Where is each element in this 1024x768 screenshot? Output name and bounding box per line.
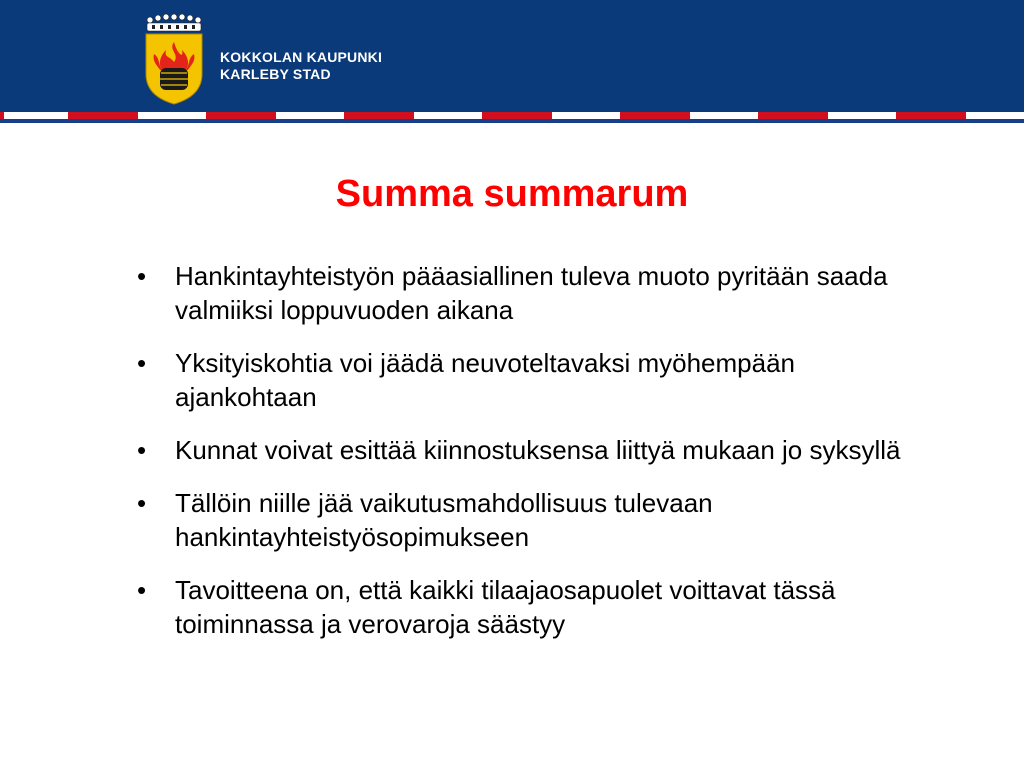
bullet-list (137, 259, 917, 660)
bullet-text: Hankintayhteistyön pääasiallinen tuleva muoto pyritään saada valmiiksi loppuvuoden aikana (175, 261, 888, 325)
bullet-text: Yksityiskohtia voi jäädä neuvoteltavaksi myöhempään ajankohtaan (175, 348, 796, 412)
slide-title: Summa summarum (335, 173, 689, 215)
org-name-finnish: KOKKOLAN KAUPUNKI (220, 49, 383, 65)
decorative-stripe (0, 112, 1024, 126)
bullet-marker: • (137, 575, 147, 605)
organization-name (220, 49, 382, 83)
bullet-item (137, 486, 917, 554)
bullet-item (137, 573, 917, 641)
org-name-swedish: KARLEBY STAD (220, 66, 331, 82)
bullet-item (137, 346, 917, 414)
bullet-marker: • (137, 348, 147, 378)
coat-of-arms-icon (140, 12, 208, 108)
bullet-item (137, 259, 917, 327)
bullet-text: Tällöin niille jää vaikutusmahdollisuus tulevaan hankintayhteistyösopimukseen (175, 488, 713, 552)
header-bar (0, 0, 1024, 112)
bullet-text: Kunnat voivat esittää kiinnostuksensa liittyä mukaan jo syksyllä (175, 435, 901, 465)
bullet-marker: • (137, 435, 147, 465)
bullet-marker: • (137, 261, 147, 291)
bullet-marker: • (137, 488, 147, 518)
bullet-text: Tavoitteena on, että kaikki tilaajaosapuolet voittavat tässä toiminnassa ja verovaroja säästyy (175, 575, 836, 639)
bullet-item (137, 433, 917, 467)
